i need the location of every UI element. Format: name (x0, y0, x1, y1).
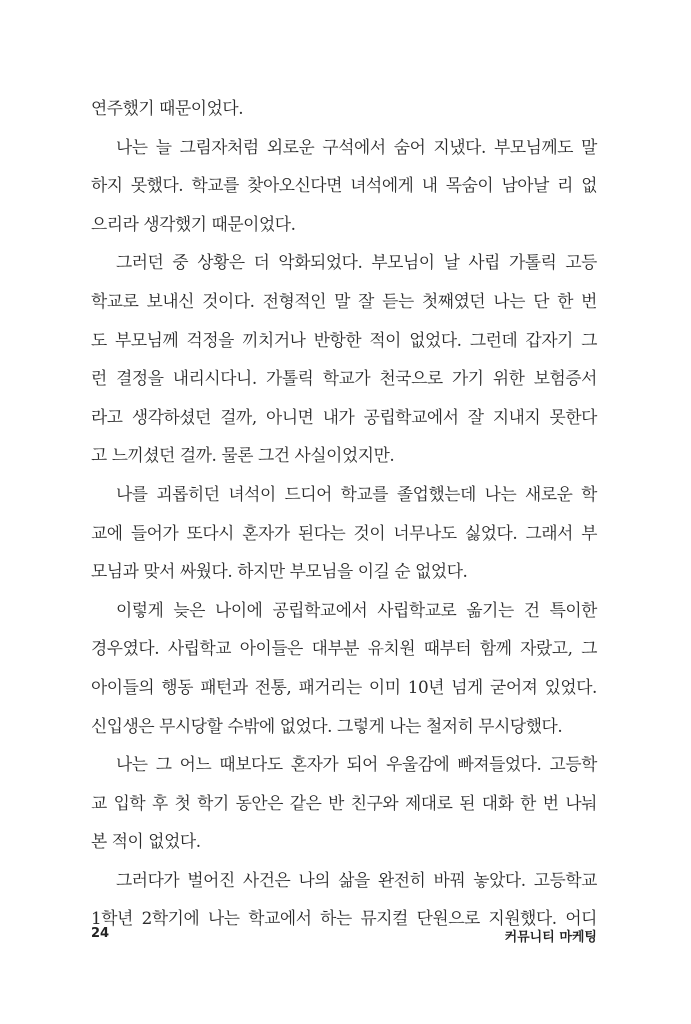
text-line: 아이들의 행동 패턴과 전통, 패거리는 이미 10년 넘게 굳어져 있었다. (91, 676, 597, 697)
text-line: 교에 들어가 또다시 혼자가 된다는 것이 너무나도 싫었다. 그래서 부 (91, 522, 597, 543)
text-line: 그러다가 벌어진 사건은 나의 삶을 완전히 바꿔 놓았다. 고등학교 (116, 869, 597, 890)
running-title: 커뮤니티 마케팅 (504, 930, 597, 945)
text-line: 교 입학 후 첫 학기 동안은 같은 반 친구와 제대로 된 대화 한 번 나눠 (91, 792, 597, 813)
text-line: 이렇게 늦은 나이에 공립학교에서 사립학교로 옮기는 건 특이한 (116, 599, 597, 620)
text-line: 으리라 생각했기 때문이었다. (91, 213, 296, 234)
page-number: 24 (91, 926, 110, 941)
text-line: 런 결정을 내리시다니. 가톨릭 학교가 천국으로 가기 위한 보험증서 (91, 368, 597, 389)
page-footer (91, 926, 597, 946)
text-line: 모님과 맞서 싸웠다. 하지만 부모님을 이길 순 없었다. (91, 561, 468, 582)
text-line: 고 느끼셨던 걸까. 물론 그건 사실이었지만. (91, 445, 395, 466)
text-line: 나는 늘 그림자처럼 외로운 구석에서 숨어 지냈다. 부모님께도 말 (116, 136, 597, 157)
text-line: 경우였다. 사립학교 아이들은 대부분 유치원 때부터 함께 자랐고, 그 (91, 638, 597, 659)
text-line: 하지 못했다. 학교를 찾아오신다면 녀석에게 내 목숨이 남아날 리 없 (91, 175, 597, 196)
text-line: 본 적이 없었다. (91, 831, 201, 852)
text-line: 1학년 2학기에 나는 학교에서 하는 뮤지컬 단원으로 지원했다. 어디 (91, 908, 597, 929)
page-body (91, 96, 597, 945)
text-line: 도 부모님께 걱정을 끼치거나 반항한 적이 없었다. 그런데 갑자기 그 (91, 329, 597, 350)
text-line: 나를 괴롭히던 녀석이 드디어 학교를 졸업했는데 나는 새로운 학 (116, 483, 597, 504)
text-line: 신입생은 무시당할 수밖에 없었다. 그렇게 나는 철저히 무시당했다. (91, 715, 563, 736)
text-line: 학교로 보내신 것이다. 전형적인 말 잘 듣는 첫째였던 나는 단 한 번 (91, 290, 597, 311)
text-line: 나는 그 어느 때보다도 혼자가 되어 우울감에 빠져들었다. 고등학 (116, 754, 597, 775)
text-line: 그러던 중 상황은 더 악화되었다. 부모님이 날 사립 가톨릭 고등 (116, 252, 597, 273)
text-line: 라고 생각하셨던 걸까, 아니면 내가 공립학교에서 잘 지내지 못한다 (91, 406, 597, 427)
text-line: 연주했기 때문이었다. (91, 98, 244, 118)
